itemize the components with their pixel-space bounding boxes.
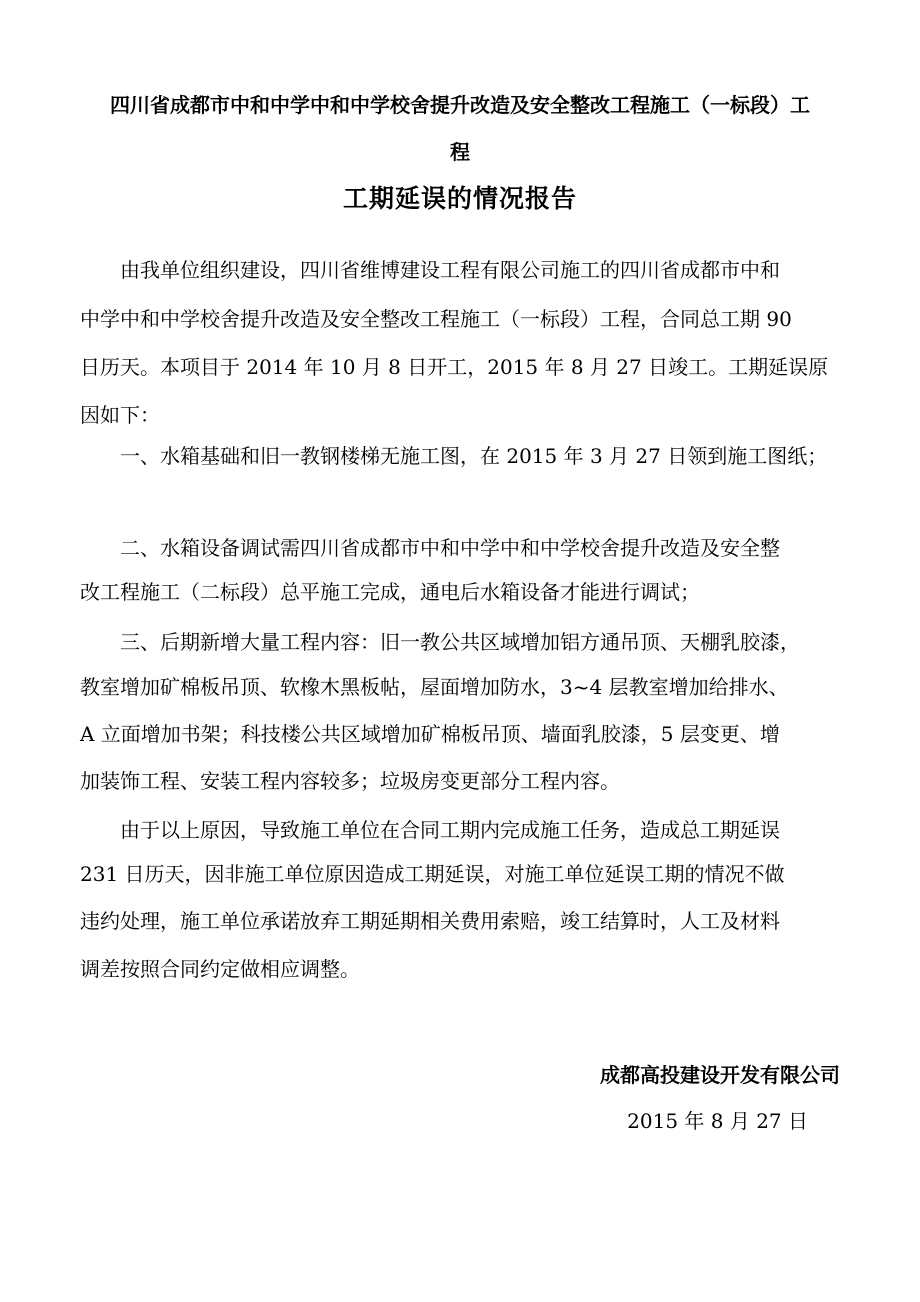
signature-company: 成都高投建设开发有限公司 bbox=[600, 1063, 840, 1087]
reason-three-line-3: A 立面增加书架；科技楼公共区域增加矿棉板吊顶、墙面乳胶漆，5 层变更、增 bbox=[80, 722, 780, 746]
document-heading-line-2: 程 bbox=[450, 140, 470, 164]
reason-three-line-4: 加装饰工程、安装工程内容较多；垃圾房变更部分工程内容。 bbox=[80, 769, 620, 793]
paragraph-intro-line-1: 由我单位组织建设，四川省维博建设工程有限公司施工的四川省成都市中和 bbox=[120, 258, 780, 282]
reason-three-line-2: 教室增加矿棉板吊顶、软橡木黑板帖，屋面增加防水，3~4 层教室增加给排水、 bbox=[80, 675, 789, 699]
reason-one-line-1: 一、水箱基础和旧一教钢楼梯无施工图，在 2015 年 3 月 27 日领到施工图纸； bbox=[120, 444, 828, 468]
conclusion-line-1: 由于以上原因，导致施工单位在合同工期内完成施工任务，造成总工期延误 bbox=[120, 818, 780, 842]
report-title: 工期延误的情况报告 bbox=[342, 184, 577, 213]
signature-date: 2015 年 8 月 27 日 bbox=[627, 1109, 808, 1133]
conclusion-line-2: 231 日历天，因非施工单位原因造成工期延误，对施工单位延误工期的情况不做 bbox=[80, 862, 785, 886]
paragraph-intro-line-3: 日历天。本项目于 2014 年 10 月 8 日开工，2015 年 8 月 27 日竣工。工期延误原 bbox=[80, 355, 829, 379]
reason-three-line-1: 三、后期新增大量工程内容：旧一教公共区域增加铝方通吊顶、天棚乳胶漆， bbox=[120, 630, 800, 654]
paragraph-intro-line-2: 中学中和中学校舍提升改造及安全整改工程施工（一标段）工程，合同总工期 90 bbox=[80, 307, 792, 331]
reason-two-line-2: 改工程施工（二标段）总平施工完成，通电后水箱设备才能进行调试； bbox=[80, 580, 700, 604]
conclusion-line-3: 违约处理，施工单位承诺放弃工期延期相关费用索赔，竣工结算时，人工及材料 bbox=[80, 909, 780, 933]
reason-two-line-1: 二、水箱设备调试需四川省成都市中和中学中和中学校舍提升改造及安全整 bbox=[120, 536, 780, 560]
document-heading-line-1: 四川省成都市中和中学中和中学校舍提升改造及安全整改工程施工（一标段）工 bbox=[110, 93, 810, 117]
conclusion-line-4: 调差按照合同约定做相应调整。 bbox=[80, 957, 360, 981]
paragraph-intro-line-4: 因如下： bbox=[80, 403, 160, 427]
